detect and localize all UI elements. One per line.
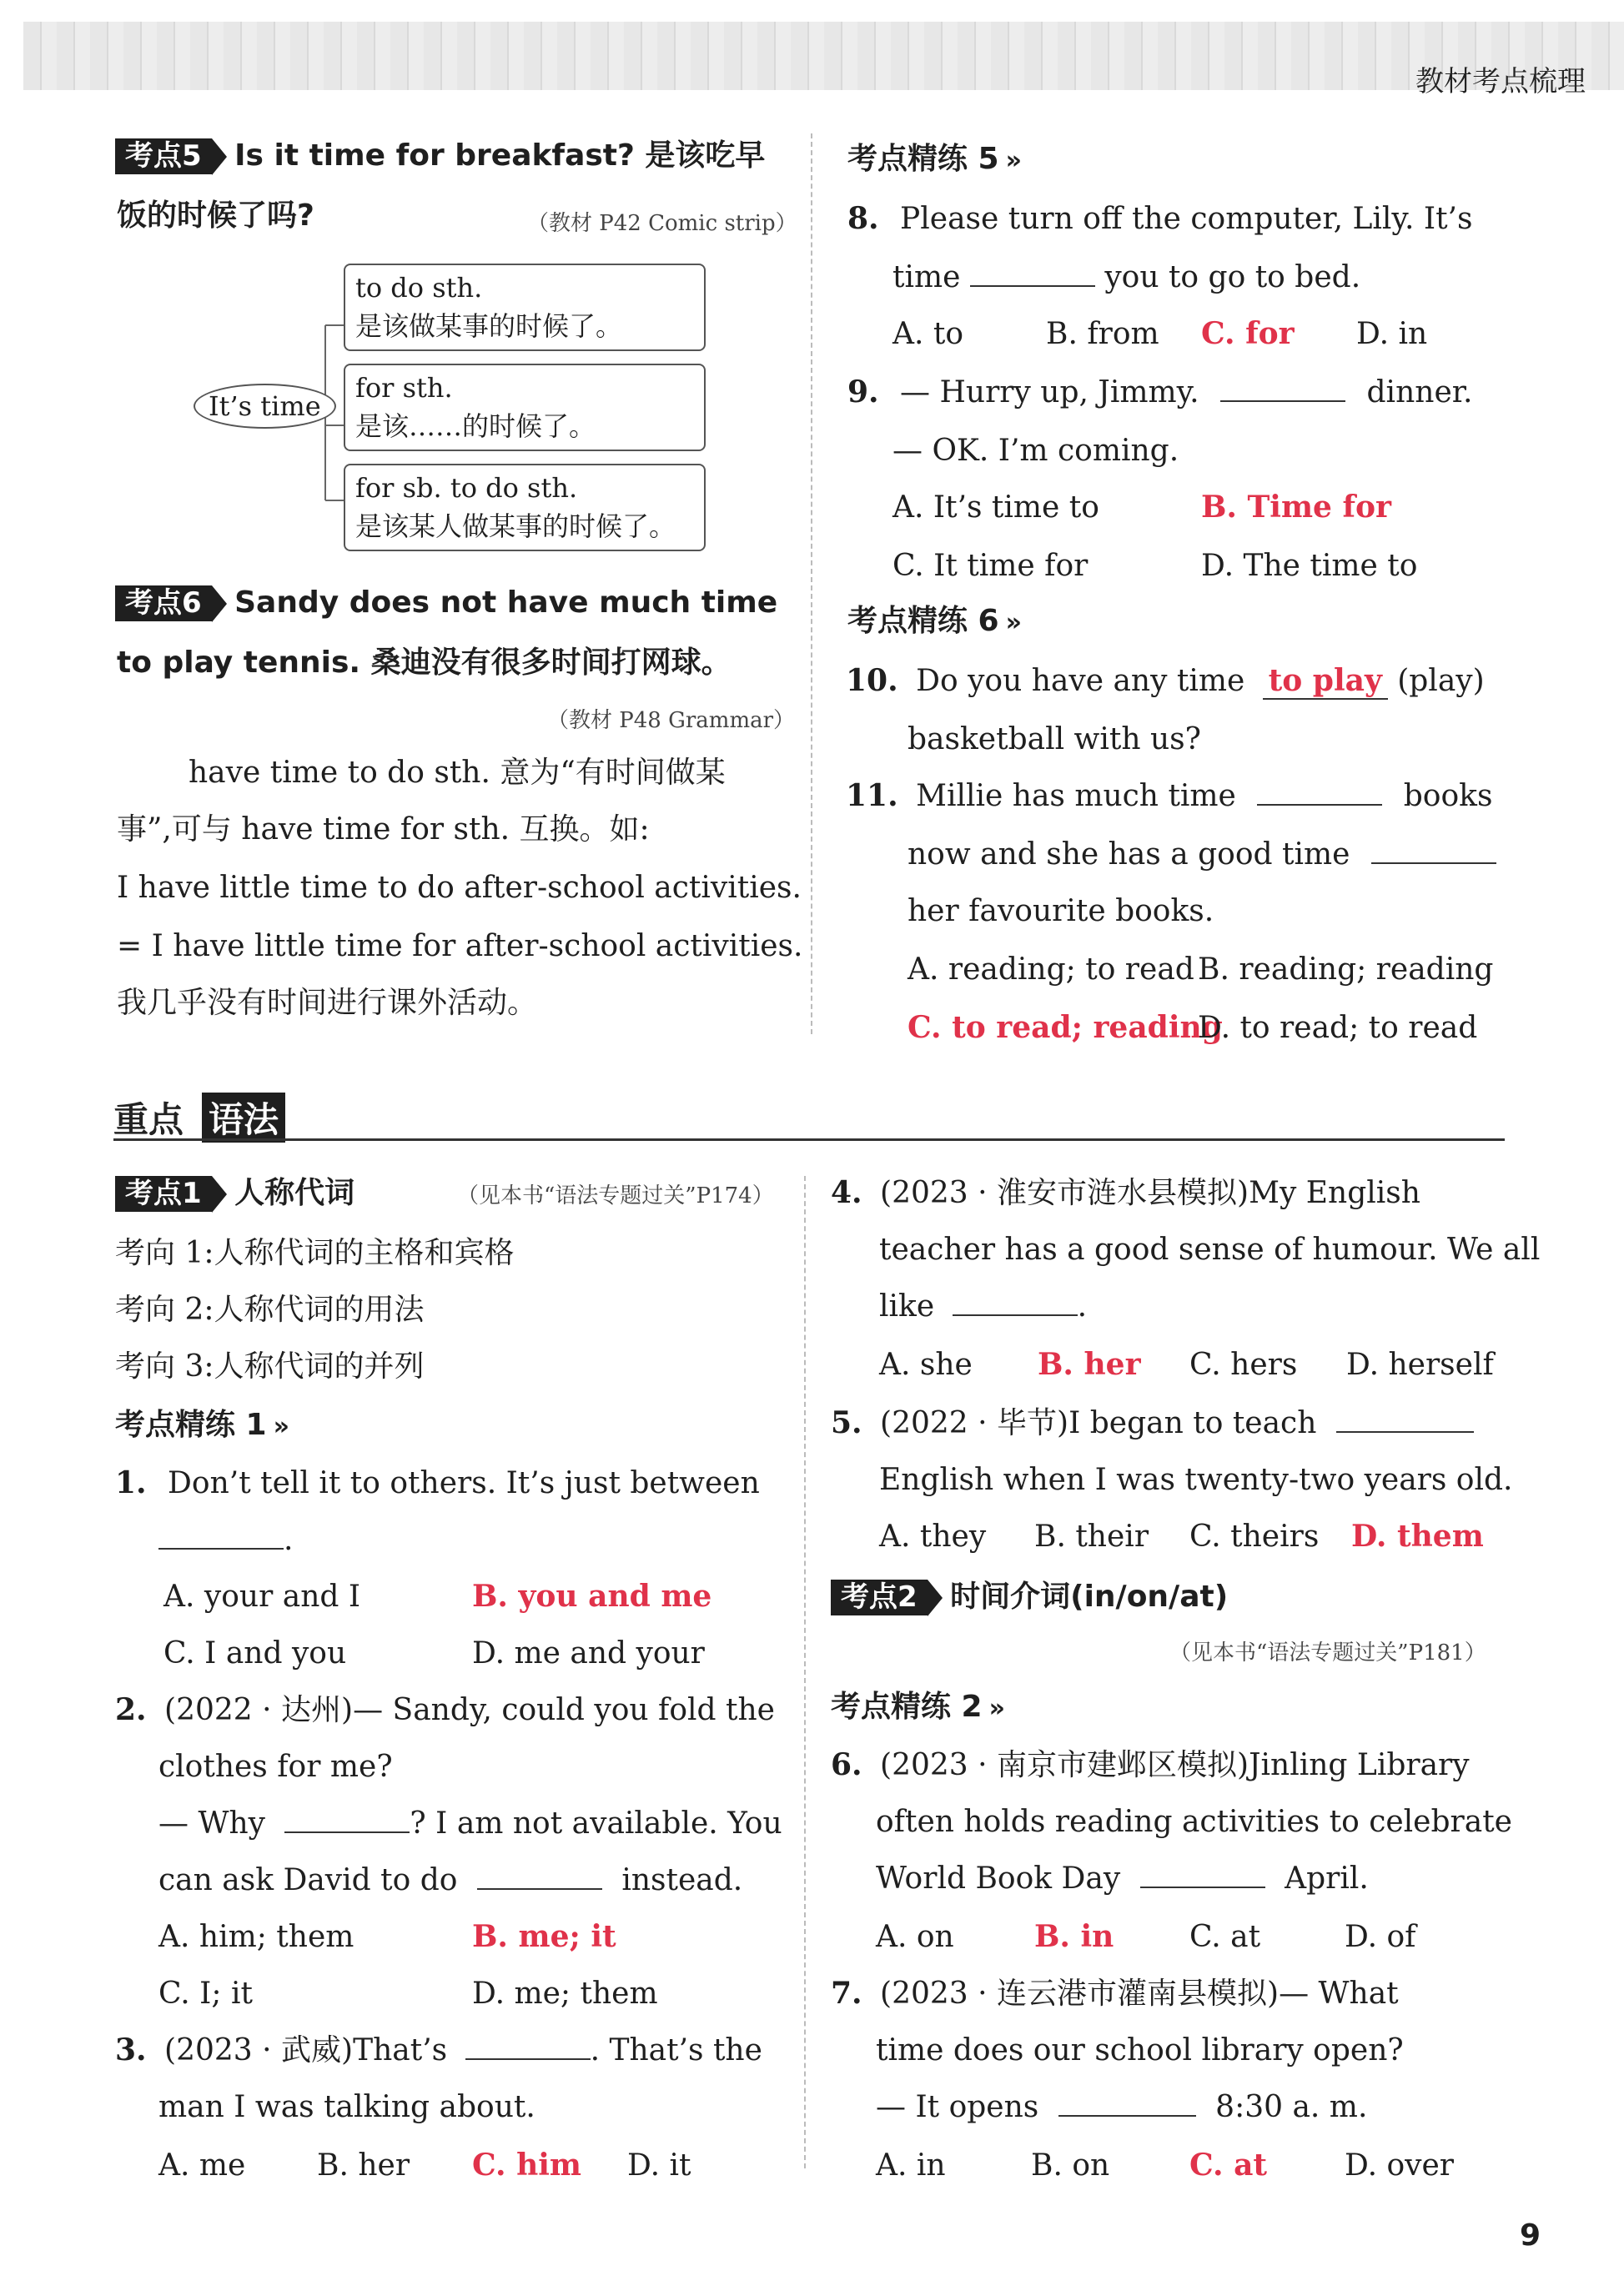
q6-option-d: D. of — [1345, 1920, 1416, 1954]
kd6-p1: have time to do sth. 意为“有时间做某 — [189, 756, 726, 790]
q2-line2: clothes for me? — [158, 1750, 393, 1784]
q3-text: (2023 · 武威)That’s — [164, 2033, 448, 2067]
q8-option-c: C. for — [1201, 316, 1295, 351]
section-zhong: 重点 — [113, 1099, 184, 1140]
q7-text4: 8:30 a. m. — [1215, 2090, 1368, 2124]
q5-option-b: B. their — [1034, 1520, 1149, 1554]
q1-blank[interactable] — [158, 1523, 284, 1550]
q9-option-c: C. It time for — [892, 549, 1089, 583]
q6-option-c: C. at — [1189, 1920, 1261, 1954]
q6-line2: often holds reading activities to celebrate — [876, 1805, 1512, 1839]
q3-option-d: D. it — [627, 2148, 691, 2183]
q2-line1 — [115, 1693, 775, 1727]
section-yu: 语法 — [202, 1093, 285, 1143]
q7-options — [876, 2148, 1454, 2183]
kd5-box2-en: for sth. — [355, 372, 453, 404]
q10-line2: basketball with us? — [908, 722, 1201, 756]
q2-line4 — [158, 1863, 742, 1897]
q8-number: 8. — [847, 201, 879, 236]
q5-line2: English when I was twenty-two years old. — [879, 1463, 1513, 1497]
q8-blank[interactable] — [970, 260, 1095, 287]
q8-option-a: A. to — [892, 317, 964, 351]
g2-tag: 考点2 — [831, 1580, 928, 1615]
q4-option-a: A. she — [879, 1348, 973, 1382]
q1-options-row2 — [163, 1636, 705, 1671]
kd5-center: It’s time — [194, 384, 336, 429]
q11-option-b: B. reading; reading — [1198, 952, 1494, 987]
q6-line1 — [831, 1748, 1470, 1782]
q11-options-row2 — [908, 1010, 1478, 1045]
column-divider-top — [811, 133, 812, 1034]
q4-text3: like — [879, 1289, 935, 1324]
q6-option-a: A. on — [876, 1920, 954, 1954]
g2-ref: （见本书“语法专题过关”P181） — [1169, 1640, 1486, 1666]
q2-text3: — Why — [158, 1806, 265, 1841]
q8-text: Please turn off the computer, Lily. It’s — [900, 202, 1473, 236]
kd6-ref: （教材 P48 Grammar） — [547, 708, 796, 733]
section-rule — [113, 1138, 1505, 1141]
q10-answer[interactable]: to play — [1263, 664, 1388, 700]
q11-text2: books — [1403, 779, 1493, 813]
kd6-tag: 考点6 — [115, 585, 212, 621]
q3-line2: man I was talking about. — [158, 2090, 535, 2124]
q8-line2 — [892, 260, 1360, 294]
kd5-title-line1 — [115, 138, 765, 174]
q7-text: (2023 · 连云港市灌南县模拟)— What — [880, 1977, 1399, 2011]
q4-line1 — [831, 1176, 1420, 1210]
q7-option-c: C. at — [1189, 2148, 1268, 2183]
q1-option-a: A. your and I — [163, 1580, 361, 1614]
g2-title-line — [831, 1580, 1228, 1615]
q3-line1 — [115, 2033, 762, 2067]
q2-options-row1 — [158, 1919, 616, 1954]
q2-blank2[interactable] — [477, 1863, 602, 1890]
q9-number: 9. — [847, 374, 879, 409]
q2-option-d: D. me; them — [472, 1977, 658, 2011]
chevron-icon: » — [1005, 608, 1022, 637]
kd5-box1-en: to do sth. — [355, 272, 483, 304]
q3-option-a: A. me — [158, 2148, 246, 2183]
kd5-box3-en: for sb. to do sth. — [355, 472, 578, 504]
q10-line1 — [846, 664, 1485, 700]
q9-blank[interactable] — [1220, 375, 1345, 402]
kd6-p5: 我几乎没有时间进行课外活动。 — [117, 986, 538, 1020]
q1-period: . — [284, 1523, 294, 1557]
q7-option-d: D. over — [1345, 2148, 1454, 2183]
kd5-title-b: 饭的时候了吗? — [117, 198, 314, 233]
q11-option-c: C. to read; reading — [908, 1010, 1223, 1045]
q3-blank[interactable] — [465, 2033, 591, 2060]
kd5-tag: 考点5 — [115, 138, 212, 174]
g2-practice-title — [831, 1690, 1005, 1724]
header-title: 教材考点梳理 — [1415, 65, 1586, 98]
g1-practice-title — [115, 1408, 289, 1442]
q6-number: 6. — [831, 1747, 862, 1782]
q7-line1 — [831, 1977, 1399, 2011]
q3-options — [158, 2148, 691, 2183]
q4-option-c: C. hers — [1189, 1348, 1298, 1382]
q2-option-a: A. him; them — [158, 1920, 354, 1954]
q5-number: 5. — [831, 1405, 862, 1440]
q2-text5: can ask David to do — [158, 1863, 458, 1897]
g2-practice-text: 考点精练 2 — [831, 1690, 983, 1724]
q7-option-a: A. in — [876, 2148, 946, 2183]
g1-title-line — [115, 1176, 354, 1212]
g1-title: 人称代词 — [234, 1176, 355, 1210]
column-divider-bottom — [804, 1176, 806, 2168]
q11-number: 11. — [846, 778, 898, 813]
q6-text4: April. — [1285, 1861, 1369, 1896]
q11-option-a: A. reading; to read — [908, 952, 1194, 987]
q2-text6: instead. — [621, 1863, 743, 1897]
q8-line1 — [847, 202, 1472, 236]
q6-text: (2023 · 南京市建邺区模拟)Jinling Library — [880, 1748, 1470, 1782]
q10-number: 10. — [846, 663, 898, 698]
q11-options-row1 — [908, 952, 1494, 987]
q9-options-row1 — [892, 490, 1391, 525]
q9-option-a: A. It’s time to — [892, 490, 1099, 525]
q5-option-a: A. they — [879, 1520, 987, 1554]
kd6-p3: I have little time to do after-school activities. — [117, 871, 802, 905]
q4-line3 — [879, 1289, 1087, 1324]
q9-text2: dinner. — [1366, 375, 1473, 409]
q4-options — [879, 1347, 1494, 1382]
chevron-icon: » — [273, 1412, 289, 1441]
q1-option-c: C. I and you — [163, 1636, 347, 1671]
q3-text2: . That’s the — [590, 2033, 762, 2067]
q11-option-d: D. to read; to read — [1198, 1011, 1478, 1045]
q1-line1 — [115, 1466, 760, 1500]
q1-line2 — [158, 1523, 293, 1557]
q8-options — [892, 316, 1428, 351]
q9-line2: — OK. I’m coming. — [892, 434, 1179, 468]
q10-text: Do you have any time — [916, 664, 1245, 698]
kd5-box2 — [344, 364, 706, 451]
page-number: 9 — [1519, 2218, 1541, 2253]
q6-line3 — [876, 1861, 1369, 1896]
q4-number: 4. — [831, 1175, 862, 1210]
q5-options — [879, 1519, 1484, 1554]
q7-line2: time does our school library open? — [876, 2033, 1404, 2067]
kd6-title-b: to play tennis. 桑迪没有很多时间打网球。 — [117, 646, 732, 680]
q2-text: (2022 · 达州)— Sandy, could you fold the — [164, 1693, 775, 1727]
q11-text: Millie has much time — [916, 779, 1236, 813]
q9-text: — Hurry up, Jimmy. — [900, 375, 1199, 409]
kd5-box3-zh: 是该某人做某事的时候了。 — [355, 510, 676, 543]
kd6-p4: = I have little time for after-school activities. — [117, 929, 803, 963]
q4-option-b: B. her — [1038, 1347, 1141, 1382]
q7-option-b: B. on — [1031, 2148, 1110, 2183]
q4-option-d: D. herself — [1346, 1348, 1494, 1382]
q3-option-b: B. her — [317, 2148, 410, 2183]
q11-line3: her favourite books. — [908, 894, 1214, 928]
kd5-box2-zh: 是该……的时候了。 — [355, 410, 596, 443]
q8-option-d: D. in — [1356, 317, 1428, 351]
q11-text3: now and she has a good time — [908, 837, 1350, 872]
q10-hint: (play) — [1397, 664, 1485, 698]
kd6-title-line1 — [115, 585, 777, 621]
kd5-box1 — [344, 264, 706, 351]
kd6-p2: 事”,可与 have time for sth. 互换。如: — [117, 812, 650, 847]
q11-line2 — [908, 837, 1496, 872]
q6-options — [876, 1919, 1416, 1954]
pr6-title-text: 考点精练 6 — [847, 604, 999, 638]
q7-line3 — [876, 2090, 1367, 2124]
g2-title: 时间介词(in/on/at) — [950, 1580, 1229, 1614]
q2-option-c: C. I; it — [158, 1977, 253, 2011]
q2-line3 — [158, 1806, 782, 1841]
kd5-ref: （教材 P42 Comic strip） — [527, 211, 797, 236]
g1-direction-1: 考向 1:人称代词的主格和宾格 — [115, 1236, 515, 1270]
q6-text3: World Book Day — [876, 1861, 1121, 1896]
q9-option-d: D. The time to — [1201, 549, 1418, 583]
q1-option-b: B. you and me — [472, 1579, 712, 1614]
pr5-title — [847, 142, 1022, 176]
q7-number: 7. — [831, 1976, 862, 2011]
q8-text2: you to go to bed. — [1104, 260, 1361, 294]
kd5-box1-zh: 是该做某事的时候了。 — [355, 310, 623, 343]
q3-option-c: C. him — [472, 2148, 582, 2183]
pr6-title — [847, 604, 1022, 638]
q11-blank2[interactable] — [1371, 837, 1496, 864]
header-band — [23, 22, 1624, 98]
g1-direction-3: 考向 3:人称代词的并列 — [115, 1349, 425, 1384]
q9-options-row2 — [892, 549, 1418, 583]
q8-option-b: B. from — [1046, 317, 1159, 351]
q5-option-c: C. theirs — [1189, 1520, 1320, 1554]
g1-practice-text: 考点精练 1 — [115, 1408, 267, 1442]
q6-option-b: B. in — [1034, 1919, 1114, 1954]
q4-line2: teacher has a good sense of humour. We all — [879, 1233, 1541, 1267]
g1-tag: 考点1 — [115, 1176, 212, 1212]
kd6-title-a: Sandy does not have much time — [234, 585, 778, 620]
q2-text4: ? I am not available. You — [410, 1806, 782, 1841]
q1-number: 1. — [115, 1465, 147, 1500]
q5-option-d: D. them — [1351, 1519, 1484, 1554]
pr5-title-text: 考点精练 5 — [847, 142, 999, 176]
chevron-icon: » — [988, 1694, 1005, 1723]
grammar-section-bar — [113, 1093, 1505, 1140]
chevron-icon: » — [1005, 146, 1022, 175]
q6-blank[interactable] — [1140, 1861, 1265, 1888]
q7-blank[interactable] — [1058, 2090, 1196, 2117]
q1-text: Don’t tell it to others. It’s just between — [168, 1466, 760, 1500]
q7-text3: — It opens — [876, 2090, 1039, 2124]
q5-blank[interactable] — [1336, 1406, 1474, 1433]
g1-direction-2: 考向 2:人称代词的用法 — [115, 1293, 425, 1327]
q2-blank1[interactable] — [284, 1806, 410, 1833]
q4-text: (2023 · 淮安市涟水县模拟)My English — [880, 1176, 1420, 1210]
q11-line1 — [846, 779, 1492, 813]
kd5-box3 — [344, 464, 706, 551]
q4-period: . — [1077, 1289, 1088, 1324]
q2-option-b: B. me; it — [472, 1919, 616, 1954]
q1-option-d: D. me and your — [472, 1636, 705, 1671]
q1-options-row1 — [163, 1579, 712, 1614]
q11-blank1[interactable] — [1257, 779, 1382, 806]
q2-number: 2. — [115, 1692, 147, 1727]
q9-line1 — [847, 375, 1472, 409]
q2-options-row2 — [158, 1977, 658, 2011]
q4-blank[interactable] — [953, 1289, 1078, 1316]
q5-text: (2022 · 毕节)I began to teach — [880, 1406, 1317, 1440]
q5-line1 — [831, 1406, 1474, 1440]
q3-number: 3. — [115, 2032, 147, 2067]
q9-option-b: B. Time for — [1201, 490, 1391, 525]
g1-ref: （见本书“语法专题过关”P174） — [457, 1183, 774, 1208]
kd5-title-a: Is it time for breakfast? 是该吃早 — [234, 138, 766, 173]
q8-time: time — [892, 260, 961, 294]
